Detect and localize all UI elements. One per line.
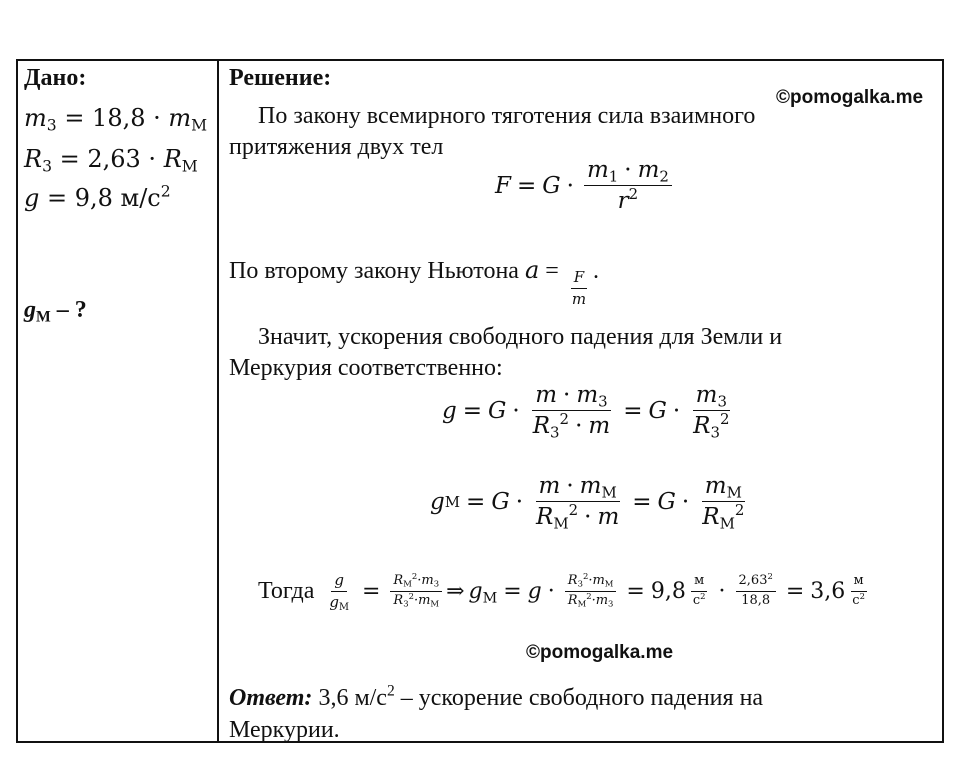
then-word: Тогда: [258, 578, 315, 605]
watermark-top: ©pomogalka.me: [776, 87, 924, 108]
paragraph-3-line-1: Значит, ускорения свободного падения для Земли и: [258, 324, 783, 350]
given-title: Дано:: [24, 65, 87, 91]
answer-line-1: Ответ: 3,6 $м/с^2$ – ускорение свободного падения на: [229, 682, 764, 711]
paragraph-3-line-2: Меркурия соответственно:: [229, 355, 503, 381]
given-line-3: g = 9,8 $м/с^2$: [24, 182, 171, 212]
answer-label: Ответ:: [229, 685, 313, 711]
formula-gravity: F = G · $\frac{m_1 \cdot m_2}{r^2}$: [495, 157, 676, 215]
paragraph-1-line-1: По закону всемирного тяготения сила взаимного: [258, 103, 756, 129]
column-divider: [217, 59, 219, 743]
paragraph-2-text: По второму закону Ньютона: [229, 258, 519, 284]
solution-title: Решение:: [229, 65, 332, 91]
given-question: $g_М$ – ?: [24, 297, 87, 326]
formula-result: Тогда $\frac{g}{g_М}$ = $\frac{R_М^2\cdot m_3}{R_3^2\cdot m_М}$ ⇒ $g_М$ = g · $\frac{R_3^2\cdot m_М}{R_М^2\cdot m_3}$ = 9,8 $\frac{м}{с^2}$ · $\frac{2,63^2}{18,8}$ = 3,6 $\frac{м}{с^2}$: [258, 571, 865, 614]
paragraph-2: По второму закону Ньютона a = $\frac{F}{m}$ .: [229, 256, 600, 309]
formula-g-mercury: g М = G · $\frac{m \cdot m_М}{R_М^2 \cdot m}$ = G · $\frac{m_М}{R_М^2}$: [430, 473, 745, 533]
answer-line-2: Меркурии.: [229, 717, 340, 743]
formula-g-earth: g = G · $\frac{m \cdot m_3}{R_3^2 \cdot m}$ = G · $\frac{m_3}{R_3^2}$: [442, 382, 730, 442]
watermark-bottom: ©pomogalka.me: [526, 642, 674, 663]
paragraph-1-line-2: притяжения двух тел: [229, 134, 444, 160]
given-line-2: $R_3 = 2,63 \cdot R_М$: [24, 145, 198, 176]
given-line-1: $m_3 = 18,8 \cdot m_М$: [24, 104, 208, 135]
